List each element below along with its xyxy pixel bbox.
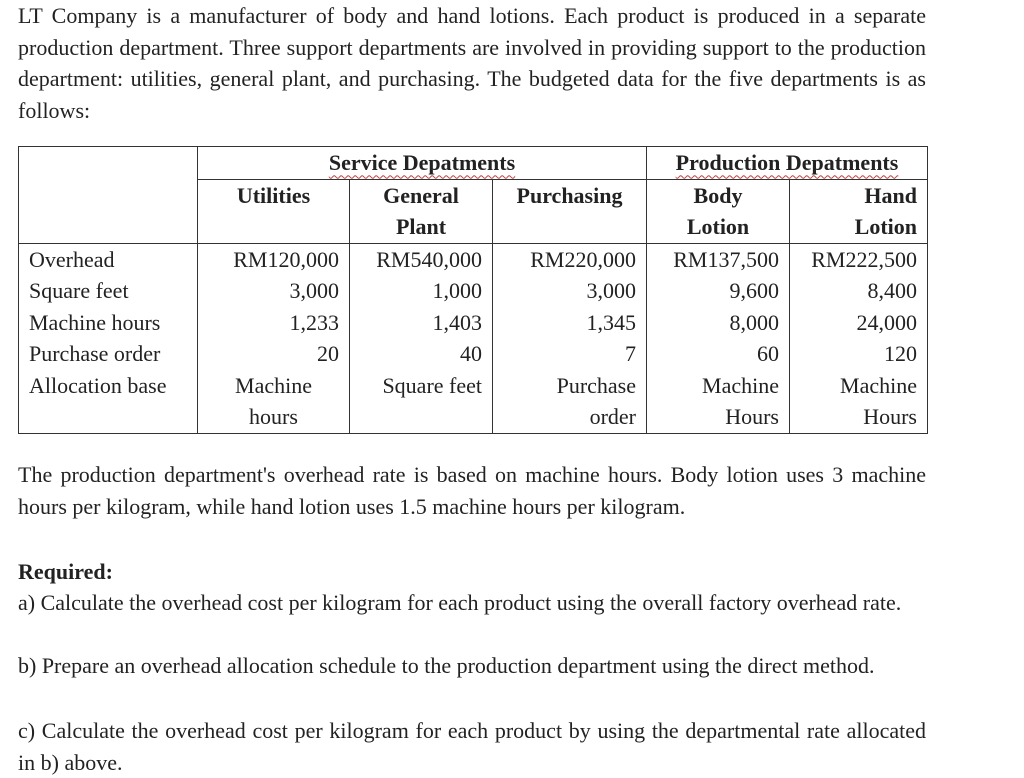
table-row-overhead [19, 243, 928, 275]
column-header-row-1 [19, 179, 928, 211]
table-row-purchase-order [19, 338, 928, 370]
row-label: Allocation base [19, 370, 198, 402]
column-header-row-2 [19, 211, 928, 243]
required-item-a: a) Calculate the overhead cost per kilogram for each product using the overall factory overhead rate. [18, 590, 902, 615]
required-heading: Required: [18, 559, 113, 584]
cell-general-plant: 1,000 [350, 275, 493, 307]
budget-data-table [18, 146, 928, 434]
cell-hand-lotion: Hours [790, 401, 928, 433]
cell-utilities: RM120,000 [198, 243, 350, 275]
table-row-allocation-base [19, 370, 928, 402]
cell-body-lotion: 60 [647, 338, 790, 370]
cell-utilities: 3,000 [198, 275, 350, 307]
row-label: Square feet [19, 275, 198, 307]
cell-body-lotion: Machine [647, 370, 790, 402]
cell-utilities: hours [198, 401, 350, 433]
cell-purchasing: RM220,000 [493, 243, 647, 275]
production-departments-header [647, 147, 928, 180]
row-label: Overhead [19, 243, 198, 275]
cell-utilities: Machine [198, 370, 350, 402]
required-item-c: c) Calculate the overhead cost per kilogram for each product by using the departmental rate allocated in b) above. [18, 718, 926, 775]
cell-general-plant: RM540,000 [350, 243, 493, 275]
cell-purchasing: 1,345 [493, 307, 647, 339]
cell-hand-lotion: 24,000 [790, 307, 928, 339]
hand-lotion-header: Hand [790, 179, 928, 211]
group-header-row [19, 147, 928, 180]
purchasing-header: Purchasing [493, 179, 647, 211]
cell-general-plant: 40 [350, 338, 493, 370]
cell-purchasing: order [493, 401, 647, 433]
general-plant-header-line2: Plant [350, 211, 493, 243]
table-row-machine-hours [19, 307, 928, 339]
cell-hand-lotion: Machine [790, 370, 928, 402]
general-plant-header: General [350, 179, 493, 211]
service-departments-header [198, 147, 647, 180]
service-departments-label: Service Depatments [328, 150, 516, 176]
utilities-header: Utilities [198, 179, 350, 211]
cell-utilities: 20 [198, 338, 350, 370]
cell-body-lotion: 8,000 [647, 307, 790, 339]
cell-body-lotion: RM137,500 [647, 243, 790, 275]
body-lotion-header: Body [647, 179, 790, 211]
cell-body-lotion: 9,600 [647, 275, 790, 307]
cell-hand-lotion: RM222,500 [790, 243, 928, 275]
cell-purchasing: Purchase [493, 370, 647, 402]
cell-hand-lotion: 120 [790, 338, 928, 370]
table-row-allocation-base-cont [19, 401, 928, 433]
corner-cell [19, 147, 198, 180]
intro-paragraph: LT Company is a manufacturer of body and hand lotions. Each product is produced in a separate production department. Three support departments are involved in providing support to the production department: utilities, general plant, and purchasing. The budgeted data for the five departments is as follows: [18, 3, 926, 123]
required-item-b: b) Prepare an overhead allocation schedule to the production department using the direct method. [18, 653, 875, 678]
cell-utilities: 1,233 [198, 307, 350, 339]
body-lotion-header-line2: Lotion [647, 211, 790, 243]
cell-general-plant: Square feet [350, 370, 493, 402]
row-label: Machine hours [19, 307, 198, 339]
table-row-square-feet [19, 275, 928, 307]
row-label: Purchase order [19, 338, 198, 370]
cell-general-plant: 1,403 [350, 307, 493, 339]
production-departments-label: Production Depatments [675, 150, 899, 176]
cell-purchasing: 3,000 [493, 275, 647, 307]
machine-hours-note: The production department's overhead rate is based on machine hours. Body lotion uses 3 machine hours per kilogram, while hand lotion uses 1.5 machine hours per kilogram. [18, 462, 926, 519]
cell-hand-lotion: 8,400 [790, 275, 928, 307]
hand-lotion-header-line2: Lotion [790, 211, 928, 243]
cell-purchasing: 7 [493, 338, 647, 370]
cell-body-lotion: Hours [647, 401, 790, 433]
